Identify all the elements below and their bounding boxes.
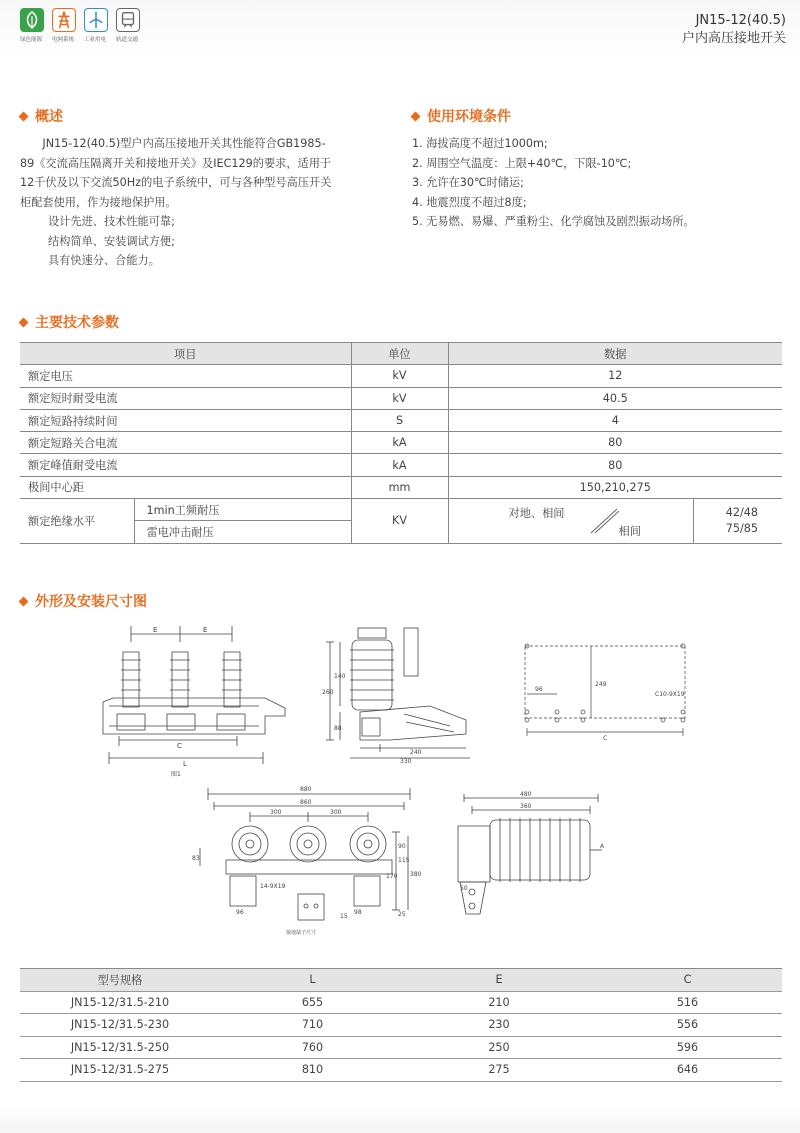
dim-label: 330 <box>400 758 412 764</box>
dim-label: 115 <box>398 857 410 864</box>
dim-label: A <box>600 843 605 850</box>
page-header <box>0 0 800 58</box>
dim-label: L <box>183 760 187 768</box>
diag-bottom-label: 相间 <box>618 525 641 539</box>
front-view-drawing <box>95 622 300 780</box>
dim-label: 50 <box>460 885 468 892</box>
header-C: C <box>593 969 782 992</box>
feature-item: 设计先进、技术性能可靠; <box>48 215 175 228</box>
category-industrial-power <box>82 8 110 43</box>
table-row <box>20 432 782 454</box>
dim-label: E <box>203 626 208 634</box>
train-icon <box>116 8 140 32</box>
dim-label: 249 <box>595 681 607 688</box>
table-row <box>20 454 782 476</box>
E-cell: 275 <box>405 1059 593 1082</box>
dim-label: 880 <box>300 786 312 793</box>
table-row-insulation <box>20 499 782 521</box>
product-name: 户内高压接地开关 <box>681 31 786 46</box>
dim-label: 300 <box>330 809 342 816</box>
header-L: L <box>220 969 405 992</box>
dim-label: 25 <box>398 911 406 918</box>
category-label: 绿色能源 <box>19 37 42 43</box>
dim-label: 170 <box>386 873 398 880</box>
header-item: 项目 <box>20 343 351 365</box>
environment-item: 4. 地震烈度不超过8度; <box>412 195 527 209</box>
param-item: 极间中心距 <box>20 476 351 498</box>
C-cell: 516 <box>593 991 782 1014</box>
param-unit: mm <box>351 476 448 498</box>
section-title-environment <box>412 106 511 126</box>
model-cell: JN15-12/31.5-230 <box>20 1014 220 1037</box>
model-cell: JN15-12/31.5-210 <box>20 991 220 1014</box>
wind-turbine-icon <box>84 8 108 32</box>
dim-label: C10-9X19 <box>655 691 685 698</box>
param-item: 额定峰值耐受电流 <box>20 454 351 476</box>
environment-item: 3. 允许在30℃时储运; <box>412 176 524 189</box>
dim-label: 90 <box>398 843 406 850</box>
dim-label: 480 <box>520 791 532 798</box>
figure-caption: 图1 <box>171 771 181 778</box>
section-title-text: 概述 <box>35 109 63 125</box>
param-subitem: 1min工频耐压 <box>134 499 351 521</box>
section-title-params <box>20 312 119 332</box>
diag-top-label: 对地、相间 <box>508 507 565 521</box>
section-title-text: 外形及安装尺寸图 <box>35 594 147 610</box>
model-cell: JN15-12/31.5-275 <box>20 1059 220 1082</box>
dim-label: 380 <box>410 871 422 878</box>
environment-list <box>412 134 782 232</box>
section-title-text: 主要技术参数 <box>35 315 119 331</box>
side-view-drawing <box>320 622 490 764</box>
param-value: 4 <box>448 409 782 431</box>
E-cell: 230 <box>405 1014 593 1037</box>
C-cell: 646 <box>593 1059 782 1082</box>
param-value: 40.5 <box>448 387 782 409</box>
dim-label: 15 <box>340 913 348 920</box>
dim-label: C <box>603 735 608 742</box>
param-value: 75/85 <box>725 521 758 535</box>
dim-label: 88 <box>334 725 342 732</box>
diamond-bullet-icon <box>19 596 29 606</box>
L-cell: 760 <box>220 1036 405 1059</box>
C-cell: 596 <box>593 1036 782 1059</box>
table-row <box>20 387 782 409</box>
section-title-drawing <box>20 591 147 611</box>
table-row <box>20 365 782 387</box>
dimension-table <box>20 968 782 1082</box>
E-cell: 210 <box>405 991 593 1014</box>
dim-label: 240 <box>410 749 422 756</box>
mounting-holes-drawing <box>505 628 705 748</box>
param-item: 额定短路持续时间 <box>20 409 351 431</box>
category-label: 轨道交通 <box>115 37 138 43</box>
header-title <box>682 12 786 48</box>
dim-label: 14-9X19 <box>260 883 286 890</box>
environment-item: 2. 周围空气温度：上限+40℃，下限-10℃; <box>412 156 632 170</box>
param-item: 额定短时耐受电流 <box>20 387 351 409</box>
table-header-row <box>20 969 782 992</box>
header-value: 数据 <box>448 343 782 365</box>
param-value: 80 <box>448 432 782 454</box>
param-unit: kA <box>351 454 448 476</box>
section-title-overview <box>20 106 63 126</box>
param-value: 42/48 <box>725 505 758 519</box>
feature-item: 结构简单、安装调试方便; <box>48 234 175 248</box>
param-value: 150,210,275 <box>448 476 782 498</box>
param-value: 12 <box>448 365 782 387</box>
dim-label: 98 <box>354 909 362 916</box>
dim-label: 83 <box>192 855 200 862</box>
category-label: 工业用电 <box>83 37 106 43</box>
param-diagonal-cell <box>448 499 693 544</box>
header-unit: 单位 <box>351 343 448 365</box>
L-cell: 710 <box>220 1014 405 1037</box>
parameter-table <box>20 342 782 544</box>
diamond-bullet-icon <box>19 317 29 327</box>
footer-strip <box>0 1105 800 1133</box>
category-green-energy <box>18 8 46 43</box>
param-item: 额定电压 <box>20 365 351 387</box>
large-side-view-drawing <box>450 790 610 930</box>
dim-label: 260 <box>322 689 334 696</box>
param-unit: KV <box>351 499 448 544</box>
param-unit: kA <box>351 432 448 454</box>
environment-item: 1. 海拔高度不超过1000m; <box>412 137 548 150</box>
dim-label: 360 <box>520 803 532 810</box>
environment-item: 5. 无易燃、易爆、严重粉尘、化学腐蚀及剧烈振动场所。 <box>412 215 695 228</box>
table-row <box>20 1059 782 1082</box>
figure-caption: 接地端子尺寸 <box>286 930 317 936</box>
param-unit: kV <box>351 387 448 409</box>
category-rail-transit <box>114 8 142 43</box>
section-title-text: 使用环境条件 <box>427 109 511 125</box>
leaf-icon <box>20 8 44 32</box>
dim-label: 96 <box>236 909 244 916</box>
header-E: E <box>405 969 593 992</box>
diagonal-slash-icon <box>589 507 619 535</box>
L-cell: 810 <box>220 1059 405 1082</box>
category-icons <box>18 8 142 43</box>
diamond-bullet-icon <box>19 111 29 121</box>
param-item: 额定短路关合电流 <box>20 432 351 454</box>
diamond-bullet-icon <box>411 111 421 121</box>
dim-label: 140 <box>334 673 346 680</box>
table-row <box>20 1014 782 1037</box>
category-label: 电网系统 <box>51 37 74 43</box>
model-name: JN15-12(40.5) <box>695 13 786 28</box>
table-row <box>20 409 782 431</box>
param-subitem: 雷电冲击耐压 <box>134 521 351 543</box>
header-model: 型号规格 <box>20 969 220 992</box>
dim-label: 860 <box>300 799 312 806</box>
param-unit: kV <box>351 365 448 387</box>
table-row <box>20 991 782 1014</box>
table-header-row <box>20 343 782 365</box>
category-grid-system <box>50 8 78 43</box>
overview-paragraph: JN15-12(40.5)型户内高压接地开关其性能符合GB1985-89《交流高压隔离开关和接地开关》及IEC129的要求，适用于12千伏及以下交流50Hz的电子系统中，可与各种型号高压开关柜配套使用，作为接地保护用。 <box>20 137 332 209</box>
pylon-icon <box>52 8 76 32</box>
E-cell: 250 <box>405 1036 593 1059</box>
dim-label: C <box>177 742 182 750</box>
table-row <box>20 476 782 498</box>
model-cell: JN15-12/31.5-250 <box>20 1036 220 1059</box>
dim-label: E <box>153 626 158 634</box>
L-cell: 655 <box>220 991 405 1014</box>
dim-label: 96 <box>535 686 543 693</box>
param-value-pair <box>693 499 782 544</box>
param-value: 80 <box>448 454 782 476</box>
feature-item: 具有快速分、合能力。 <box>48 254 160 267</box>
dim-label: 300 <box>270 809 282 816</box>
param-unit: S <box>351 409 448 431</box>
param-item: 额定绝缘水平 <box>20 499 134 544</box>
C-cell: 556 <box>593 1014 782 1037</box>
table-row <box>20 1036 782 1059</box>
overview-text <box>20 134 335 271</box>
large-front-view-drawing <box>190 782 435 942</box>
